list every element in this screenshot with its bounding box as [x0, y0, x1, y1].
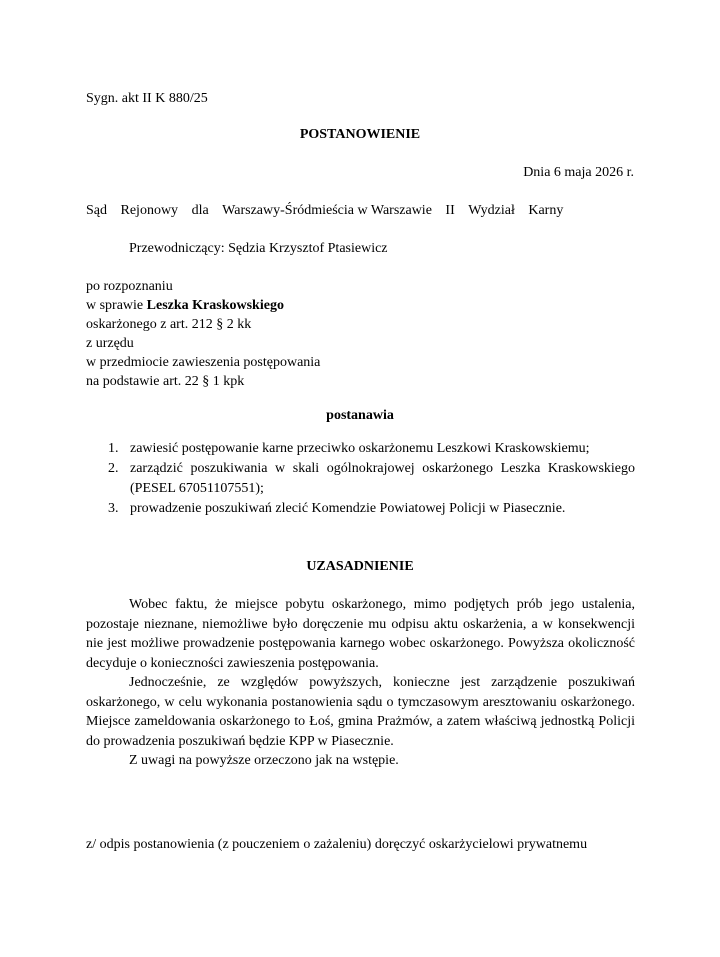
- item-number: 1.: [108, 441, 119, 456]
- proceedings-line: w przedmiocie zawieszenia postępowania: [86, 355, 321, 370]
- justification-heading: UZASADNIENIE: [306, 559, 414, 574]
- item-number: 2.: [108, 461, 119, 476]
- item-text: zarządzić poszukiwania w skali ogólnokrajowej oskarżonego Leszka Kraskowskiego (PESEL 67051107551);: [130, 461, 635, 496]
- justification-paragraph: Jednocześnie, ze względów powyższych, konieczne jest zarządzenie poszukiwań oskarżonego, w celu wykonania postanowienia sądu o tymczasowym aresztowaniu oskarżonego. Miejsce zameldowania oskarżonego to Łoś, gmina Prażmów, a zatem właściwą jednostką Policji do prowadzenia poszukiwań będzie KPP w Piasecznie.: [86, 675, 635, 749]
- court-word: Wydział: [468, 203, 515, 218]
- justification-paragraph: Z uwagi na powyższe orzeczono jak na wstępie.: [129, 753, 399, 768]
- proceedings-line: na podstawie art. 22 § 1 kpk: [86, 374, 245, 389]
- case-prefix: w sprawie: [86, 298, 147, 313]
- court-line: [86, 201, 563, 220]
- court-word: Karny: [528, 203, 564, 218]
- item-text: zawiesić postępowanie karne przeciwko oskarżonemu Leszkowi Kraskowskiemu;: [130, 441, 590, 456]
- proceedings-line: oskarżonego z art. 212 § 2 kk: [86, 317, 252, 332]
- proceedings-line: z urzędu: [86, 336, 134, 351]
- document-title: POSTANOWIENIE: [299, 127, 421, 142]
- proceedings-line: po rozpoznaniu: [86, 279, 173, 294]
- justification-paragraph: Wobec faktu, że miejsce pobytu oskarżonego, mimo podjętych prób jego ustalenia, pozostaje nieznane, niemożliwe było doręczenie mu odpisu aktu oskarżenia, a w konsekwencji nie jest możliwe prowadzenie postępowania karnego wobec oskarżonego. Powyższa okoliczność decyduje o konieczności zawieszenia postępowania.: [86, 597, 635, 671]
- document-date: Dnia 6 maja 2026 r.: [523, 165, 634, 180]
- ruling-item: [86, 499, 635, 519]
- item-text: prowadzenie poszukiwań zlecić Komendzie Powiatowej Policji w Piasecznie.: [130, 501, 566, 516]
- court-word: Sąd: [86, 203, 107, 218]
- defendant-name: Leszka Kraskowskiego: [146, 298, 284, 313]
- item-number: 3.: [108, 501, 119, 516]
- proceedings-case-line: [86, 296, 284, 315]
- case-signature: Sygn. akt II K 880/25: [86, 91, 208, 106]
- court-word: Warszawy-Śródmieścia w Warszawie: [222, 203, 432, 218]
- ruling-item: [86, 439, 635, 459]
- court-word: dla: [191, 203, 209, 218]
- justification-body: [86, 595, 635, 771]
- ruling-heading: postanawia: [326, 408, 394, 423]
- court-word: Rejonowy: [120, 203, 179, 218]
- ruling-list: [86, 439, 635, 519]
- court-word: II: [445, 203, 455, 218]
- chair-line: Przewodniczący: Sędzia Krzysztof Ptasiewicz: [129, 241, 388, 256]
- ruling-item: [86, 459, 635, 499]
- footer-order: z/ odpis postanowienia (z pouczeniem o zażaleniu) doręczyć oskarżycielowi prywatnemu: [86, 837, 588, 852]
